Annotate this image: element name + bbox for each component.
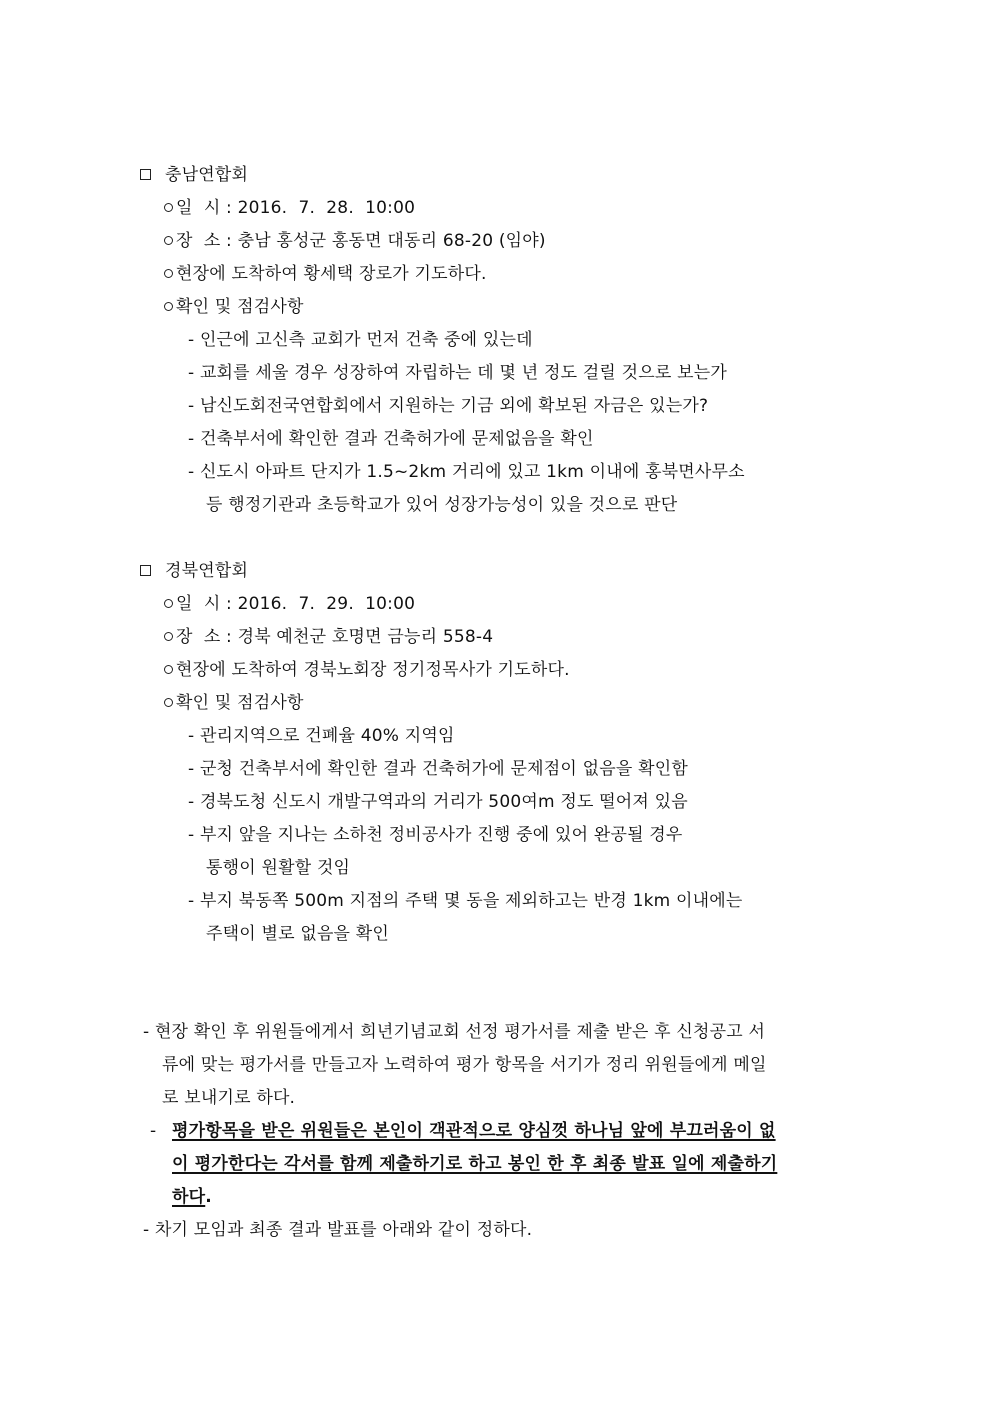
s2-item-2: - 군청 건축부서에 확인한 결과 건축허가에 문제점이 없음을 확인함 (188, 759, 688, 779)
note-1-line-1: - 현장 확인 후 위원들에게서 희년기념교회 선정 평가서를 제출 받은 후 신청공고 서 (143, 1022, 766, 1042)
s2-item-4: - 부지 앞을 지나는 소하천 정비공사가 진행 중에 있어 완공될 경우 (188, 825, 683, 845)
s1-date-line: 일 시 : 2016. 7. 28. 10:00 (164, 198, 415, 218)
s1-prayer-line: 현장에 도착하여 황세택 장로가 기도하다. (164, 264, 487, 284)
s2-check-title: 확인 및 점검사항 (164, 693, 304, 713)
circle-bullet-icon (164, 632, 173, 641)
section-heading-chungnam: 충남연합회 (140, 165, 248, 185)
s2-item-5-cont: 주택이 별로 없음을 확인 (206, 924, 390, 944)
s2-item-5: - 부지 북동쪽 500m 지점의 주택 몇 동을 제외하고는 반경 1km 이내에는 (188, 891, 743, 911)
circle-bullet-icon (164, 599, 173, 608)
note-1-line-3: 로 보내기로 하다. (162, 1088, 296, 1108)
s1-item-3: - 남신도회전국연합회에서 지원하는 기금 외에 확보된 자금은 있는가? (188, 396, 709, 416)
square-bullet-icon (140, 169, 151, 180)
s1-place-line: 장 소 : 충남 홍성군 홍동면 대동리 68-20 (임야) (164, 231, 546, 251)
circle-bullet-icon (164, 269, 173, 278)
s1-item-4: - 건축부서에 확인한 결과 건축허가에 문제없음을 확인 (188, 429, 594, 449)
circle-bullet-icon (164, 302, 173, 311)
s2-place-line: 장 소 : 경북 예천군 호명면 금능리 558-4 (164, 627, 493, 647)
note-2-line-1: 평가항목을 받은 위원들은 본인이 객관적으로 양심껏 하나님 앞에 부끄러움이 없 (172, 1121, 776, 1141)
note-2-dash: - (150, 1121, 157, 1141)
note-2-line-3: 하다. (172, 1187, 212, 1207)
circle-bullet-icon (164, 698, 173, 707)
s1-item-2: - 교회를 세울 경우 성장하여 자립하는 데 몇 년 정도 걸릴 것으로 보는가 (188, 363, 727, 383)
s2-item-1: - 관리지역으로 건폐율 40% 지역임 (188, 726, 455, 746)
s1-item-5-cont: 등 행정기관과 초등학교가 있어 성장가능성이 있을 것으로 판단 (206, 495, 678, 515)
square-bullet-icon (140, 565, 151, 576)
circle-bullet-icon (164, 665, 173, 674)
s2-prayer-line: 현장에 도착하여 경북노회장 정기정목사가 기도하다. (164, 660, 570, 680)
s1-check-title: 확인 및 점검사항 (164, 297, 304, 317)
note-3: - 차기 모임과 최종 결과 발표를 아래와 같이 정하다. (143, 1220, 533, 1240)
s2-date-line: 일 시 : 2016. 7. 29. 10:00 (164, 594, 415, 614)
s1-item-1: - 인근에 고신측 교회가 먼저 건축 중에 있는데 (188, 330, 533, 350)
circle-bullet-icon (164, 203, 173, 212)
s1-item-5: - 신도시 아파트 단지가 1.5~2km 거리에 있고 1km 이내에 홍북면사무소 (188, 462, 745, 482)
section-heading-gyeongbuk: 경북연합회 (140, 561, 248, 581)
note-2-line-2: 이 평가한다는 각서를 함께 제출하기로 하고 봉인 한 후 최종 발표 일에 제출하기 (172, 1154, 778, 1174)
circle-bullet-icon (164, 236, 173, 245)
s2-item-4-cont: 통행이 원활할 것임 (206, 858, 351, 878)
note-1-line-2: 류에 맞는 평가서를 만들고자 노력하여 평가 항목을 서기가 정리 위원들에게 메일 (162, 1055, 767, 1075)
s2-item-3: - 경북도청 신도시 개발구역과의 거리가 500여m 정도 떨어져 있음 (188, 792, 688, 812)
